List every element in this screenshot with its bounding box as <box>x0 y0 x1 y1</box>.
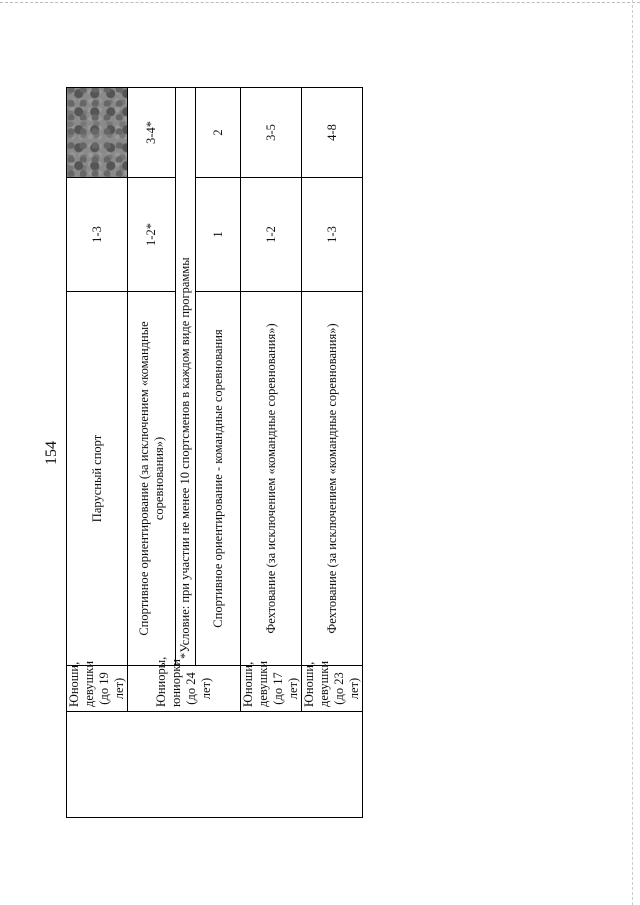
age-cell: Юноши, девушки (до 17 лет) <box>241 666 302 712</box>
value-cell: 4-8 <box>302 88 363 178</box>
value-cell: 1-3 <box>67 178 128 292</box>
value-cell: 1-2* <box>128 178 176 292</box>
empty-left-cell <box>67 712 363 818</box>
table-row <box>128 88 176 818</box>
age-cell: Юниоры, юниорки (до 24 лет) <box>128 666 241 712</box>
table-row <box>241 88 302 818</box>
value-cell: 1-2 <box>241 178 302 292</box>
note-cell: *Условие: при участии не менее 10 спортсменов в каждом виде программы <box>176 88 196 666</box>
sport-cell: Спортивное ориентирование (за исключением «командные соревнования») <box>128 292 176 666</box>
page-number: 154 <box>43 441 60 465</box>
value-cell: 1-3 <box>302 178 363 292</box>
document-table-rotated <box>66 88 361 818</box>
table-row <box>67 88 128 818</box>
value-cell: 3-5 <box>241 88 302 178</box>
value-cell: 3-4* <box>128 88 176 178</box>
top-border-line <box>0 2 640 3</box>
sport-cell: Фехтование (за исключением «командные соревнования») <box>302 292 363 666</box>
sport-cell: Фехтование (за исключением «командные соревнования») <box>241 292 302 666</box>
value-cell: 1 <box>196 178 241 292</box>
sport-cell: Спортивное ориентирование - командные соревнования <box>196 292 241 666</box>
sport-cell: Парусный спорт <box>67 292 128 666</box>
right-border-line <box>632 0 633 905</box>
age-cell: Юноши, девушки (до 23 лет) <box>302 666 363 712</box>
value-cell: 2 <box>196 88 241 178</box>
awards-table <box>66 87 363 818</box>
age-cell: Юноши, девушки (до 19 лет) <box>67 666 128 712</box>
table-row <box>302 88 363 818</box>
shaded-cell <box>67 88 128 178</box>
